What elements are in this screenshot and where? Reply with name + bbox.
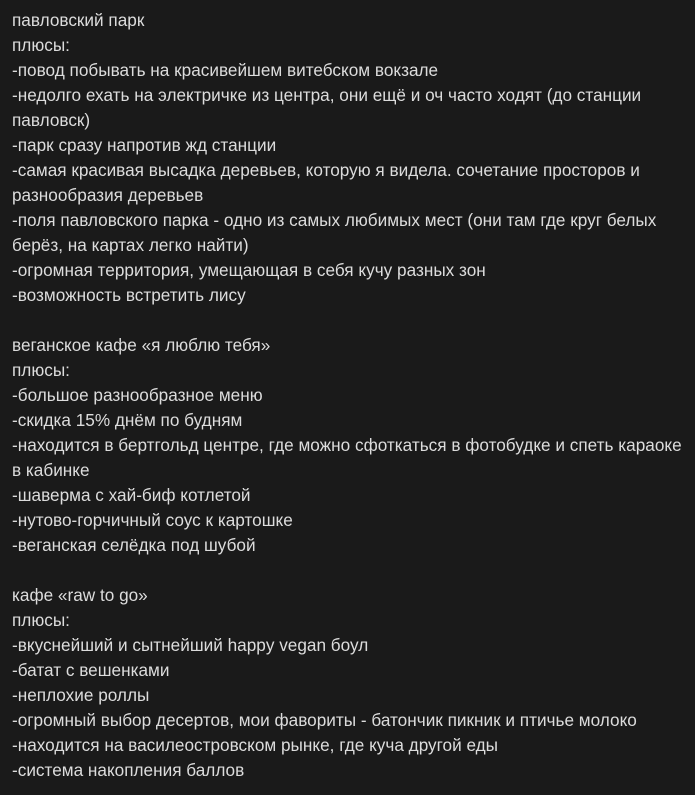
section-title: кафе «raw to go» — [12, 585, 148, 605]
list-item: -скидка 15% днём по будням — [12, 410, 243, 430]
section-vegan-cafe — [12, 333, 683, 558]
list-item: -веганская селёдка под шубой — [12, 535, 256, 555]
list-item: -возможность встретить лису — [12, 285, 246, 305]
list-item: -нутово-горчичный соус к картошке — [12, 510, 293, 530]
list-item: -система накопления баллов — [12, 760, 245, 780]
list-item: -огромная территория, умещающая в себя кучу разных зон — [12, 260, 486, 280]
list-item: -неплохие роллы — [12, 685, 150, 705]
list-item: -поля павловского парка - одно из самых любимых мест (они там где круг белых берёз, на картах легко найти) — [12, 210, 657, 255]
list-item: -огромный выбор десертов, мои фавориты - батончик пикник и птичье молоко — [12, 710, 637, 730]
list-item: -шаверма с хай-биф котлетой — [12, 485, 251, 505]
list-item: -находится на василеостровском рынке, где куча другой еды — [12, 735, 499, 755]
pros-label: плюсы: — [12, 610, 70, 630]
pros-label: плюсы: — [12, 35, 70, 55]
list-item: -повод побывать на красивейшем витебском вокзале — [12, 60, 439, 80]
section-pavlovsk-park — [12, 8, 683, 308]
list-item: -находится в бертгольд центре, где можно сфоткаться в фотобудке и спеть караоке в кабинке — [12, 435, 682, 480]
list-item: -батат с вешенками — [12, 660, 170, 680]
list-item: -парк сразу напротив жд станции — [12, 135, 277, 155]
section-title: павловский парк — [12, 10, 145, 30]
list-item: -самая красивая высадка деревьев, которую я видела. сочетание просторов и разнообразия деревьев — [12, 160, 640, 205]
pros-label: плюсы: — [12, 360, 70, 380]
list-item: -недолго ехать на электричке из центра, они ещё и оч часто ходят (до станции павловск) — [12, 85, 642, 130]
section-raw-to-go — [12, 583, 683, 783]
list-item: -большое разнообразное меню — [12, 385, 263, 405]
section-title: веганское кафе «я люблю тебя» — [12, 335, 271, 355]
list-item: -вкуснейший и сытнейший happy vegan боул — [12, 635, 369, 655]
